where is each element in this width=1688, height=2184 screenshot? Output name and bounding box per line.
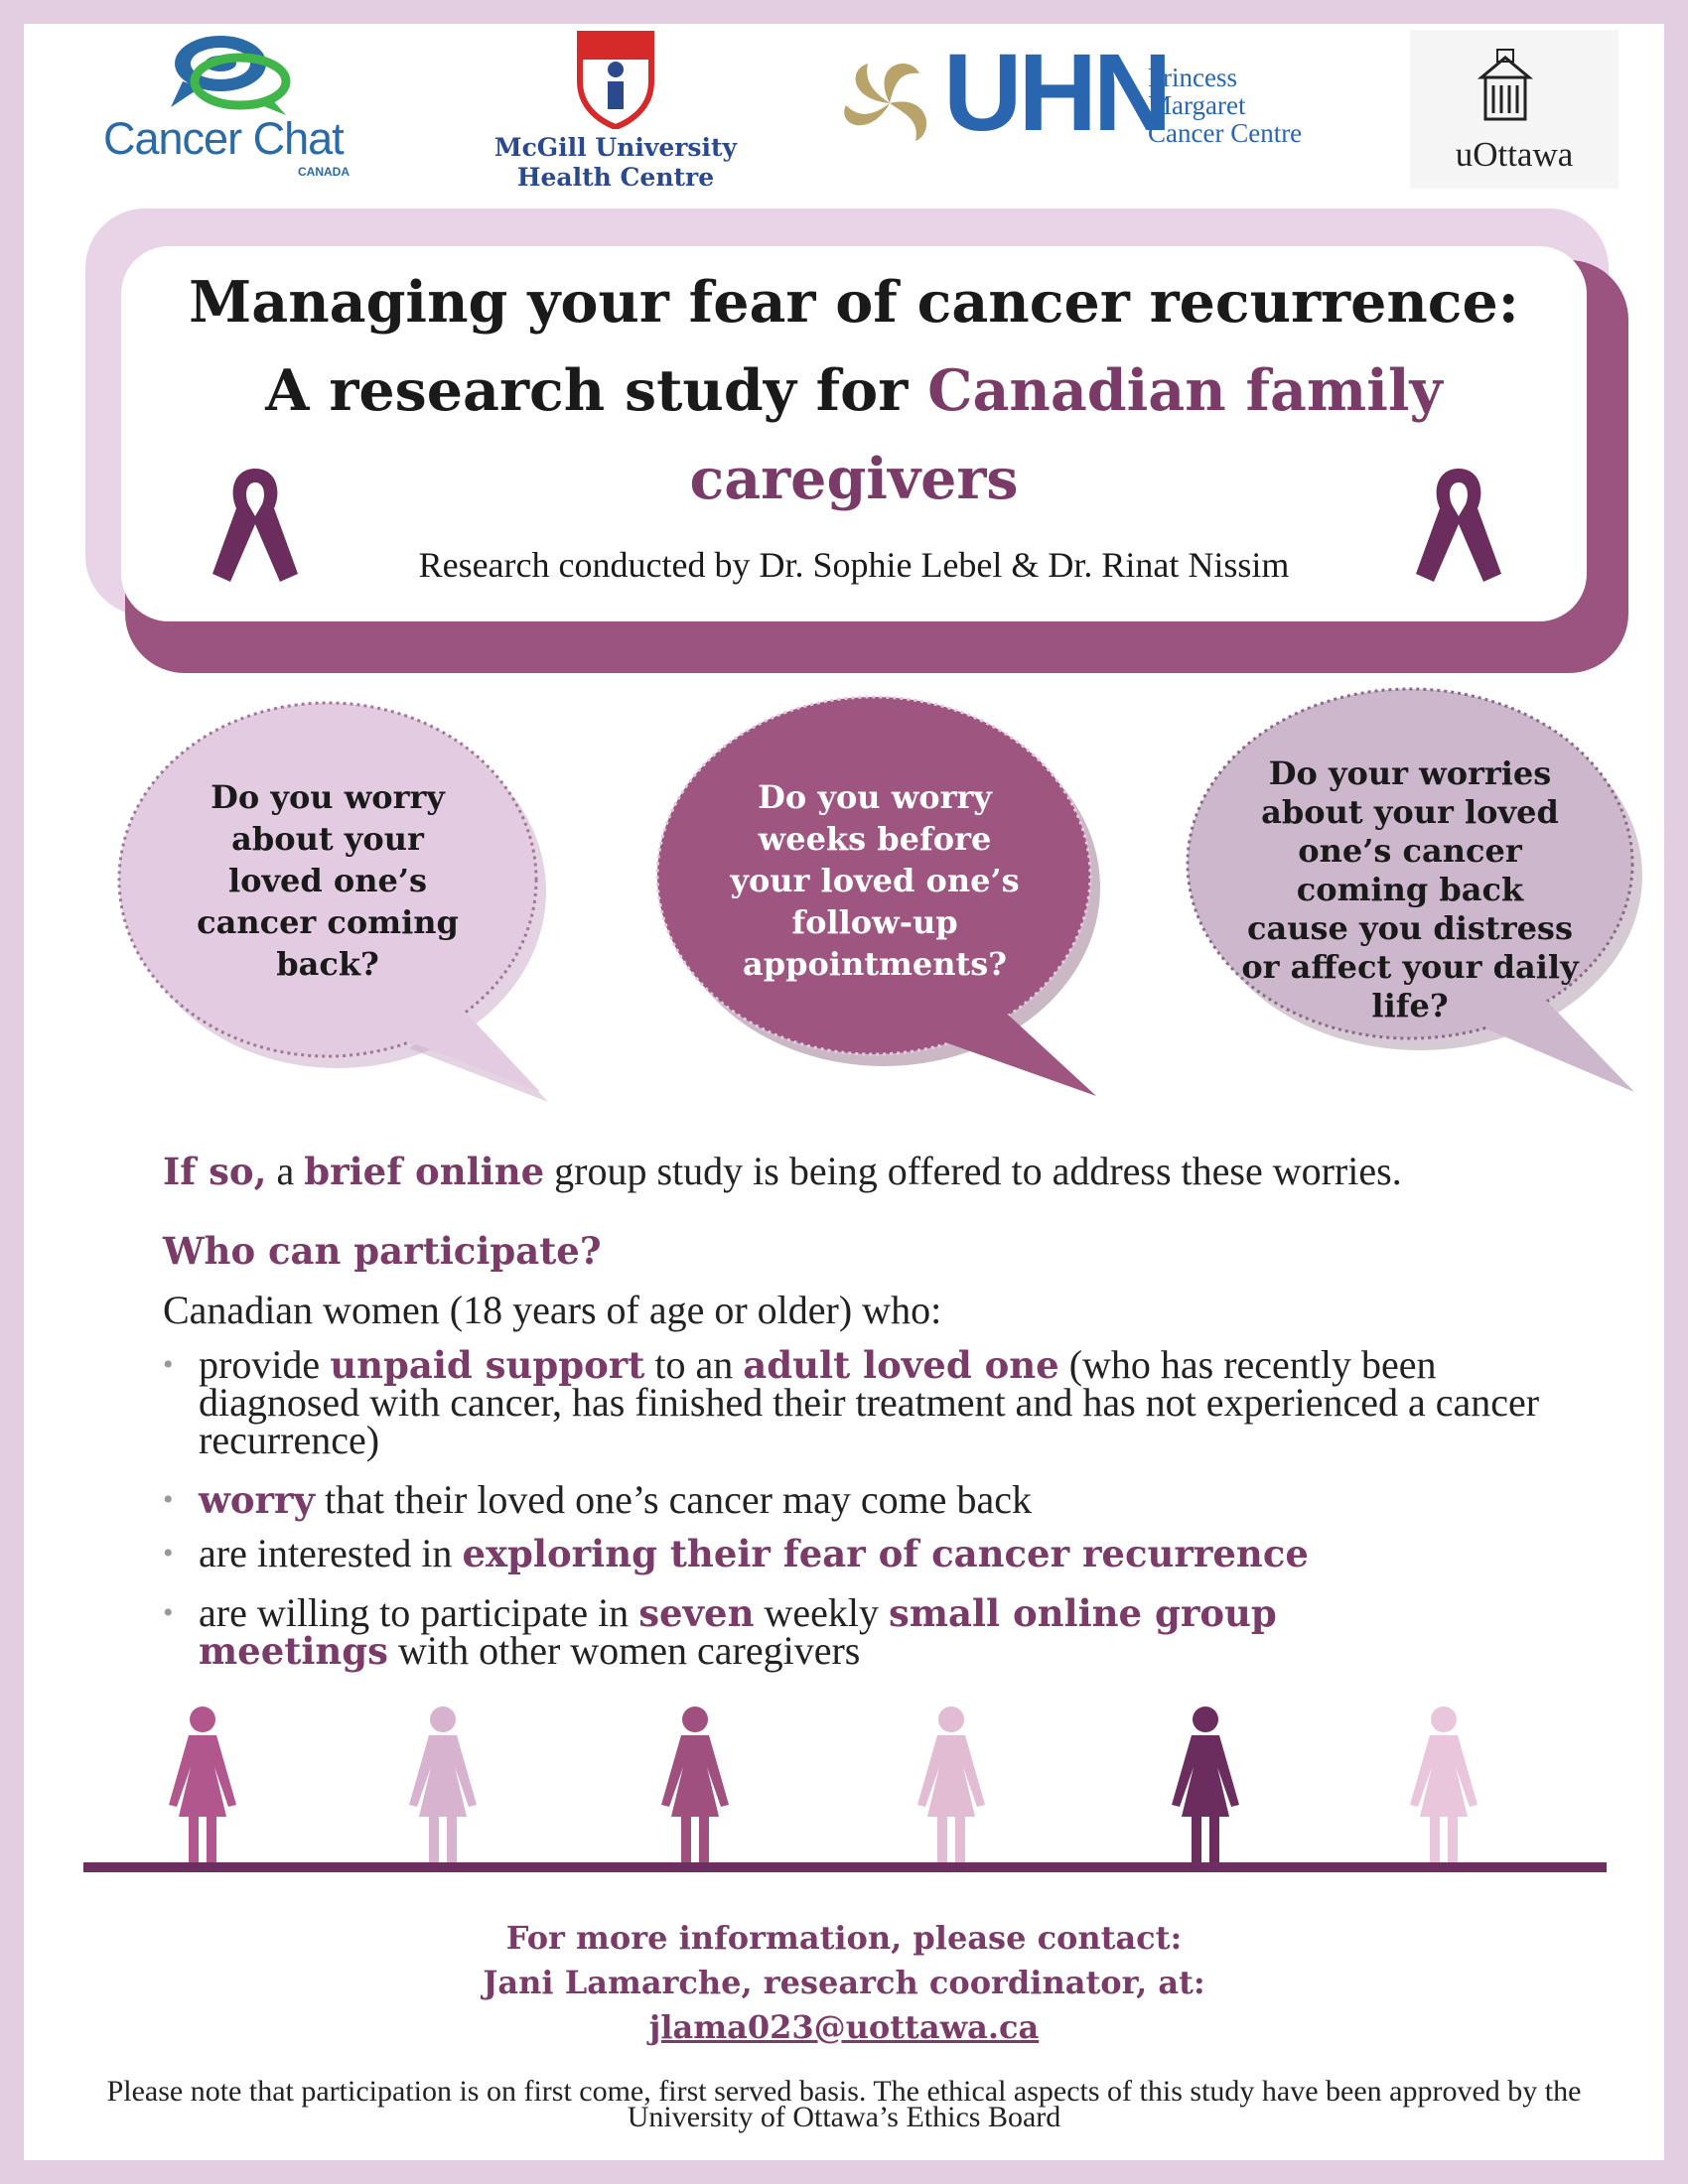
uottawa-logo xyxy=(1410,30,1618,189)
intro-line xyxy=(163,1148,1402,1194)
uottawa-building-icon xyxy=(1476,48,1535,127)
bubble-2-text: Do you worry weeks before your loved one’s follow-up appointments? xyxy=(730,778,1020,983)
woman-figure-icon xyxy=(1166,1706,1245,1864)
question-bubble-2 xyxy=(647,695,1104,1102)
mcgill-line2: Health Centre xyxy=(516,163,715,192)
woman-figure-icon xyxy=(163,1706,242,1864)
intro-if-so: If so, xyxy=(163,1150,267,1193)
page-title xyxy=(121,258,1587,523)
bullet-dot: • xyxy=(163,1537,174,1570)
research-credit: Research conducted by Dr. Sophie Lebel & Dr. Rinat Nissim xyxy=(418,545,1290,585)
title-highlight: Canadian family caregivers xyxy=(689,357,1443,512)
woman-figure-icon xyxy=(912,1706,991,1864)
bullet-dot: • xyxy=(163,1348,174,1381)
uottawa-name: uOttawa xyxy=(1455,135,1574,174)
contact-email-link[interactable]: jlama023@uottawa.ca xyxy=(648,2008,1040,2046)
contact-block xyxy=(0,1916,1688,2050)
cancer-chat-sub: CANADA xyxy=(298,165,350,179)
mcgill-logo xyxy=(467,30,765,199)
ribbon-icon xyxy=(1414,463,1503,592)
contact-line2: Jani Lamarche, research coordinator, at: xyxy=(483,1964,1205,2001)
intro-rest: group study is being offered to address these worries. xyxy=(544,1149,1402,1193)
intro-a: a xyxy=(266,1149,305,1193)
list-item: • are interested in exploring their fear of cancer recurrence xyxy=(163,1531,1309,1575)
ground-line xyxy=(83,1862,1607,1872)
ethics-note: Please note that participation is on first come, first served basis. The ethical aspects of this study have been approved by the University of Ottawa’s Ethics Board xyxy=(106,2075,1582,2133)
mcgill-shield-icon xyxy=(576,30,655,129)
list-item: • are willing to participate in seven weekly small online group meetings with other women caregivers xyxy=(163,1590,1277,1673)
who-heading: Who can participate? xyxy=(163,1229,602,1273)
bullet-dot: • xyxy=(163,1596,174,1629)
bubble-3-text: Do your worries about your loved one’s cancer coming back cause you distress or affect your daily life? xyxy=(1241,754,1579,1024)
woman-figure-icon xyxy=(403,1706,483,1864)
question-bubble-3 xyxy=(1184,687,1650,1104)
criteria-intro: Canadian women (18 years of age or older) who: xyxy=(163,1288,942,1332)
uhn-logo xyxy=(840,32,1356,173)
cancer-chat-logo xyxy=(103,30,401,179)
title-line1: Managing your fear of cancer recurrence: xyxy=(189,269,1519,336)
bubble-1-text: Do you worry about your loved one’s cancer coming back? xyxy=(197,778,459,983)
list-item: • worry that their loved one’s cancer may come back xyxy=(163,1477,1032,1522)
ribbon-icon xyxy=(211,463,300,592)
title-line2: A research study for xyxy=(265,357,928,424)
title-box xyxy=(121,246,1587,621)
bullet-dot: • xyxy=(163,1483,174,1516)
mcgill-line1: McGill University xyxy=(493,133,738,162)
list-item: • provide unpaid support to an adult loved one (who has recently been diagnosed with cancer, has finished their treatment and has not experienced a cancer recurrence) xyxy=(163,1342,1540,1462)
chat-bubbles-icon xyxy=(153,30,312,119)
intro-brief-online: brief online xyxy=(304,1150,545,1193)
question-bubble-1 xyxy=(107,697,564,1104)
woman-figure-icon xyxy=(1404,1706,1483,1864)
cancer-chat-name: Cancer Chat xyxy=(103,113,344,164)
woman-figure-icon xyxy=(655,1706,735,1864)
uhn-name: Princess Margaret Cancer Centre xyxy=(1148,63,1303,148)
uhn-abbr: UHN xyxy=(943,32,1169,154)
contact-line1: For more information, please contact: xyxy=(505,1919,1183,1957)
uhn-swirl-icon xyxy=(840,54,939,153)
